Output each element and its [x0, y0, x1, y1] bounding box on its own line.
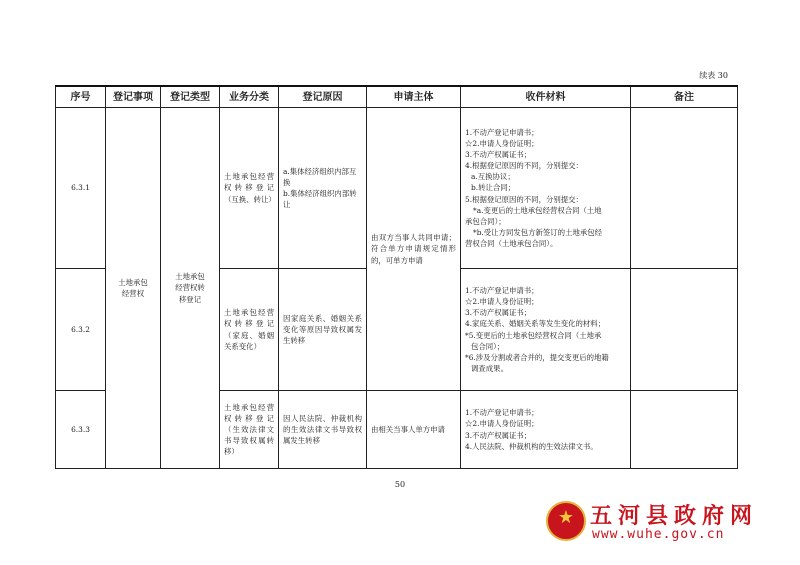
material-line: 承包合同）； [465, 216, 506, 226]
material-line: 1.不动产登记申请书； [465, 408, 539, 418]
material-line: 4.家庭关系、婚姻关系等发生变化的材料； [465, 319, 606, 329]
remarks-cell [631, 269, 738, 391]
national-emblem-icon: ★ [546, 501, 586, 541]
material-line: 1.不动产登记申请书； [465, 127, 539, 137]
material-line: 4.人民法院、仲裁机构的生效法律文书。 [465, 441, 598, 451]
material-line: 4.根据登记原因的不同，分别提交： [465, 161, 583, 171]
table-header-row [56, 86, 738, 108]
page-number: 50 [394, 480, 406, 489]
remarks-cell [631, 391, 738, 469]
site-watermark [546, 497, 796, 547]
header-cell: 登记类型 [161, 86, 220, 108]
row-number: 6.3.3 [56, 391, 106, 469]
header-cell: 登记事项 [106, 86, 161, 108]
material-line: a.互换协议； [471, 172, 515, 182]
material-line: *a.变更后的土地承包经营权合同（土地 [473, 205, 602, 215]
material-line: *6.涉及分割或者合并的，提交变更后的地籍 [465, 352, 609, 362]
material-line: ☆2.申请人身份证明； [465, 419, 539, 429]
material-line: 3.不动产权属证书； [465, 430, 532, 440]
header-cell: 业务分类 [220, 86, 279, 108]
row-number: 6.3.1 [56, 108, 106, 269]
registration-type: 土地承包经营权转移登记 [161, 108, 220, 469]
material-line: 5.根据登记原因的不同，分别提交： [465, 194, 583, 204]
material-line: 1.不动产登记申请书； [465, 286, 539, 296]
business-category: 土地承包经营权转移登记（互换、转让） [220, 108, 279, 269]
registration-table [55, 85, 738, 469]
material-line: 调查成果。 [471, 363, 508, 373]
continuation-label: 续表 30 [699, 71, 728, 80]
header-cell: 收件材料 [461, 86, 631, 108]
business-category: 土地承包经营权转移登记（家庭、婚姻关系变化） [220, 269, 279, 391]
header-cell: 备注 [631, 86, 738, 108]
registration-reason: 因人民法院、仲裁机构的生效法律文书导致权属发生转移 [279, 391, 367, 469]
materials-cell [461, 269, 631, 391]
table-row [56, 108, 738, 269]
applicant: 由双方当事人共同申请；符合单方申请规定情形的，可单方申请 [367, 108, 461, 391]
registration-item: 土地承包经营权 [106, 108, 161, 469]
material-line: b.转让合同； [471, 183, 516, 193]
material-line: *5.变更后的土地承包经营权合同（土地承 [465, 330, 602, 340]
material-line: ☆2.申请人身份证明； [465, 297, 539, 307]
site-name: 五河县政府网 [590, 504, 759, 529]
header-cell: 申请主体 [367, 86, 461, 108]
business-category: 土地承包经营权转移登记（生效法律文书导致权属转移） [220, 391, 279, 469]
applicant: 由相关当事人单方申请 [367, 391, 461, 469]
material-line: 包合同）； [471, 341, 505, 351]
site-url: www.wuhe.gov.cn [592, 527, 725, 542]
materials-cell [461, 108, 631, 269]
materials-cell [461, 391, 631, 469]
header-cell: 登记原因 [279, 86, 367, 108]
material-line: 3.不动产权属证书； [465, 308, 532, 318]
material-line: 3.不动产权属证书； [465, 150, 532, 160]
reason-line: a.集体经济组织内部互换 b.集体经济组织内部转让 [283, 166, 357, 210]
material-line: *b.受让方同发包方新签订的土地承包经 [473, 227, 603, 237]
registration-reason: 因家庭关系、婚姻关系变化等原因导致权属发生转移 [279, 269, 367, 391]
remarks-cell [631, 108, 738, 269]
registration-reason [279, 108, 367, 269]
row-number: 6.3.2 [56, 269, 106, 391]
header-cell: 序号 [56, 86, 106, 108]
material-line: 营权合同（土地承包合同）。 [465, 238, 558, 248]
material-line: ☆2.申请人身份证明； [465, 139, 539, 148]
